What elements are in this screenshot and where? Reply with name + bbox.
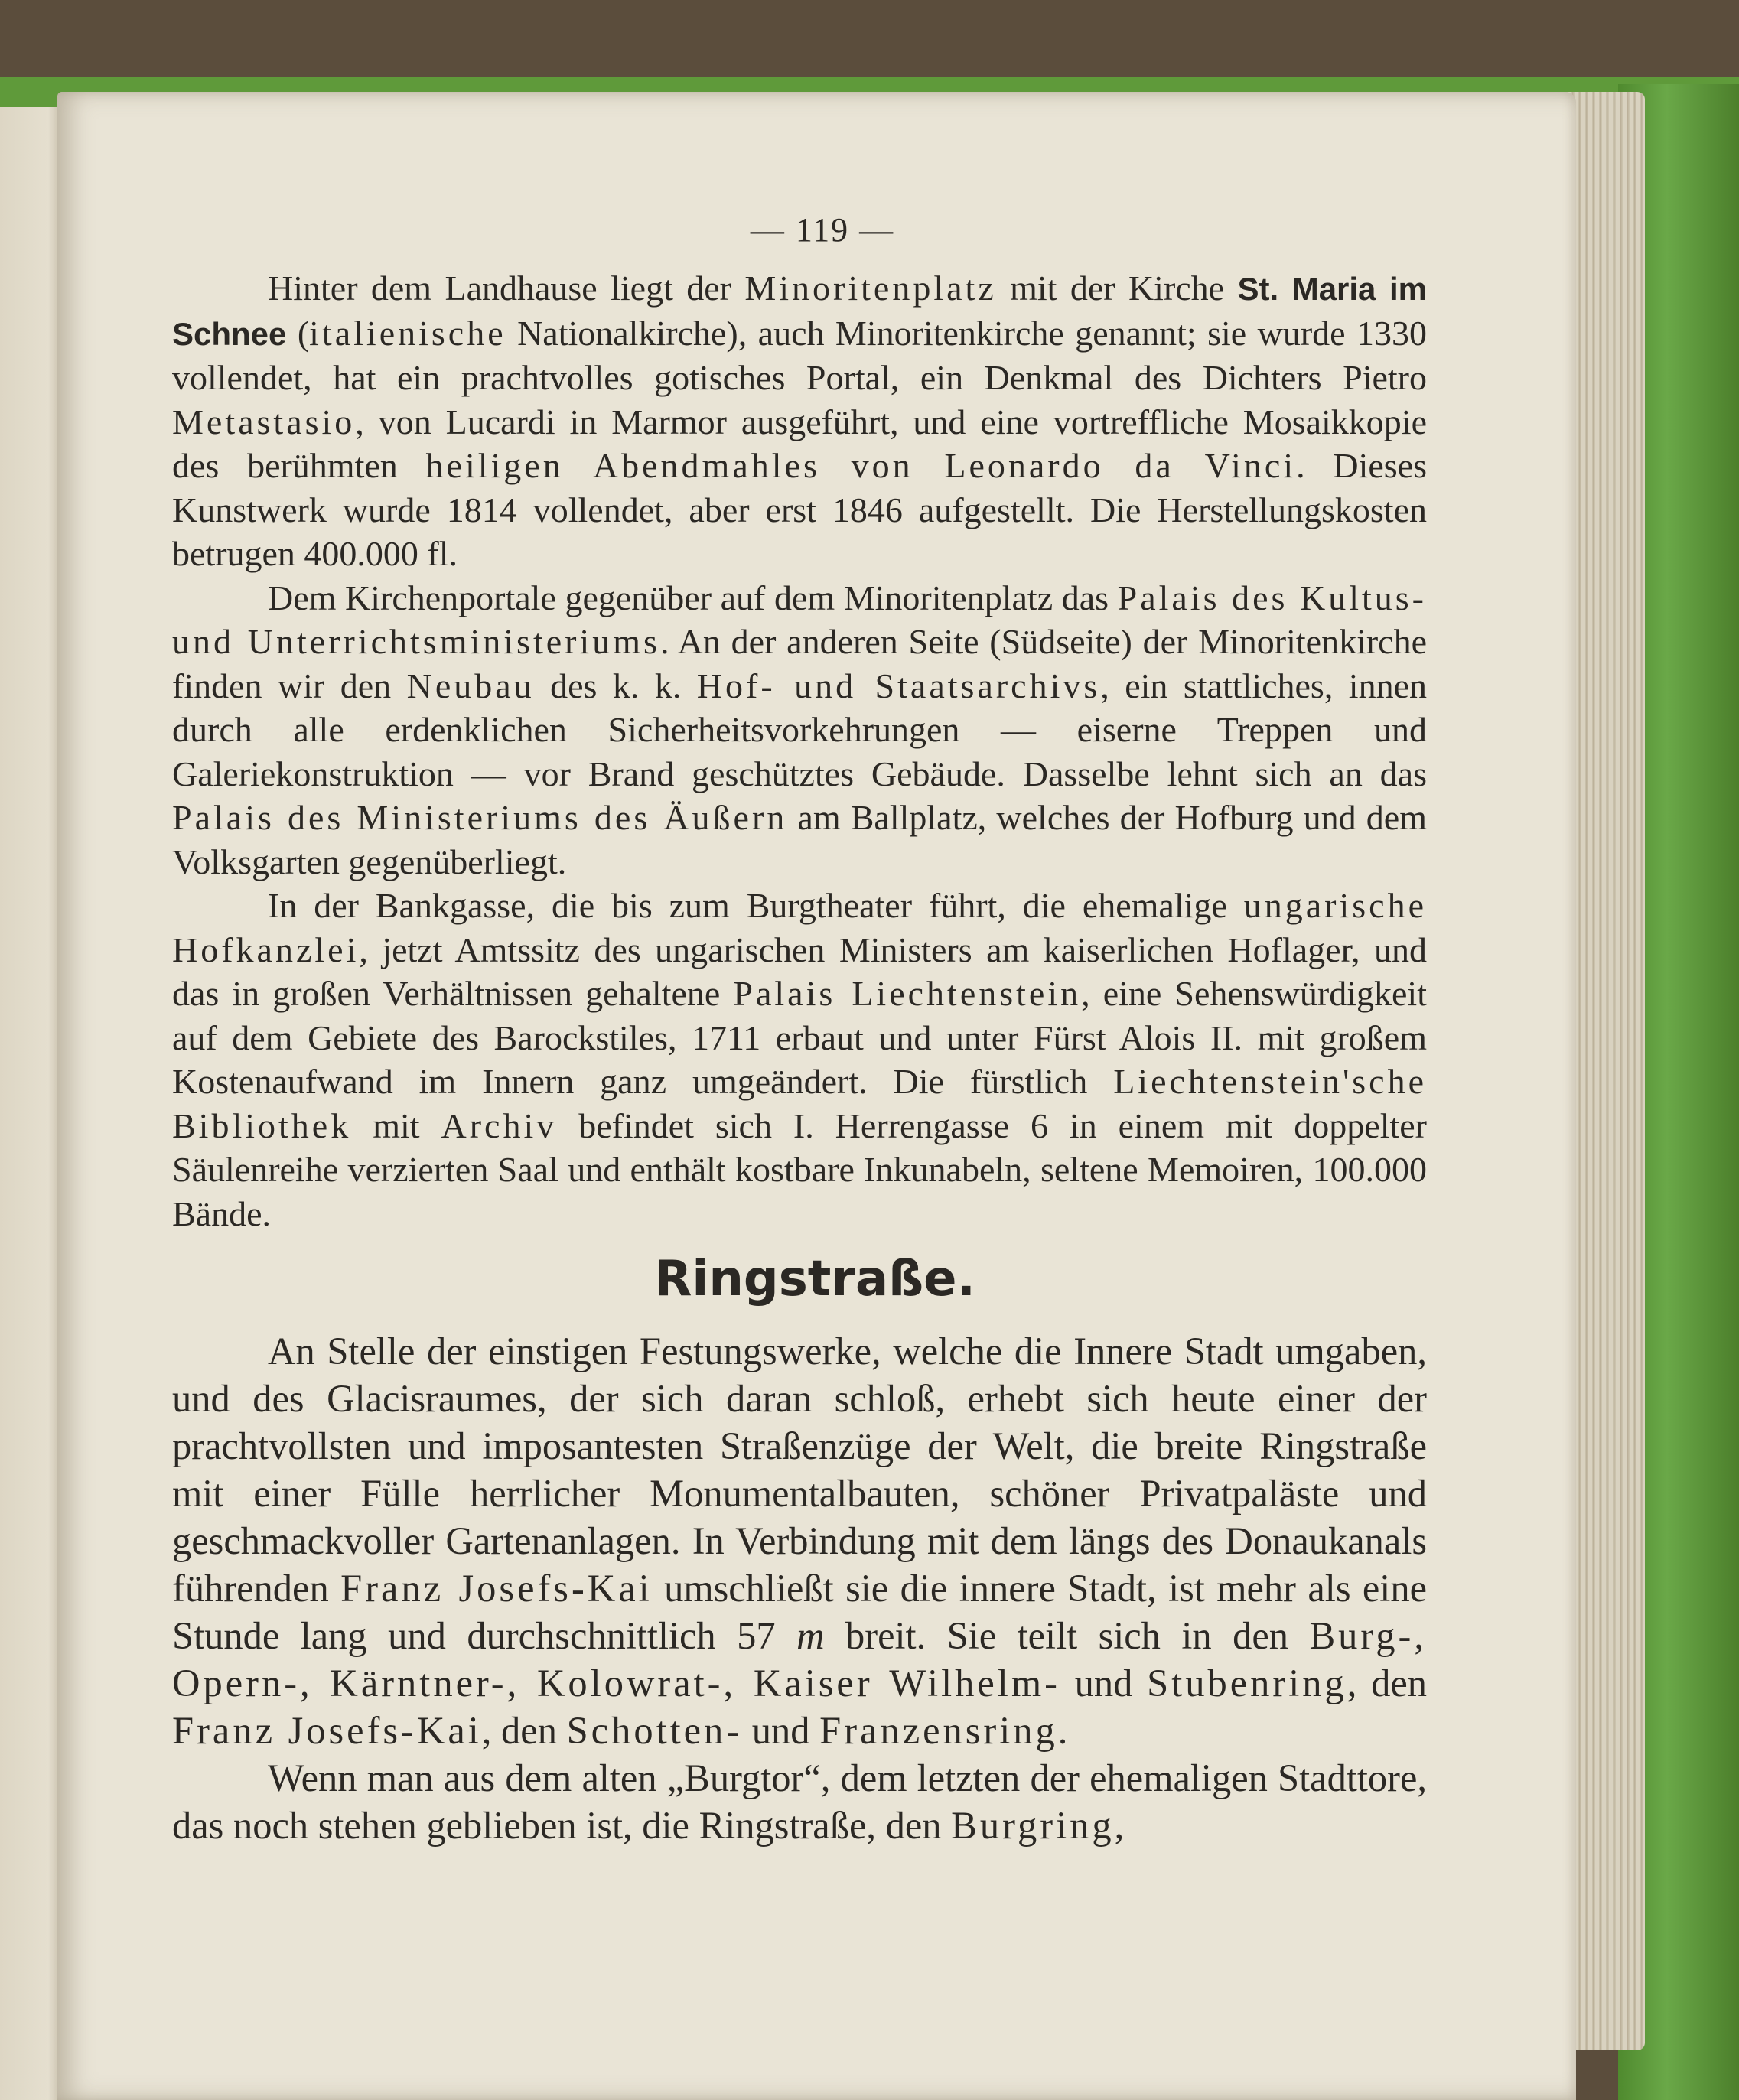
paragraph-burgtor: Wenn man aus dem alten „Burgtor“, dem letzten der ehemaligen Stadttore, das noch stehen geblieben ist, die Ringstraße, den Burgring, <box>172 1757 1427 1847</box>
section-heading: Ringstraße. <box>654 1251 975 1307</box>
paragraph-ringstrasse: An Stelle der einstigen Festungswerke, welche die Innere Stadt umgaben, und des Glacisraumes, der sich daran schloß, erhebt sich heute einer der prachtvollsten und imposantesten Straßenzüge der Welt, die breite Ringstraße mit einer Fülle herrlicher Monumentalbauten, schöner Privatpaläste und geschmackvoller Gartenanlagen. In Verbindung mit dem längs des Donaukanals führenden Franz Josefs-Kai umschließt sie die innere Stadt, ist mehr als eine Stunde lang und durchschnittlich 57 m breit. Sie teilt sich in den Burg-, Opern-, Kärntner-, Kolowrat-, Kaiser Wilhelm- und Stubenring, den Franz Josefs-Kai, den Schotten- und Franzensring. <box>172 1330 1427 1752</box>
paragraph-minoritenplatz: Hinter dem Landhause liegt der Minoritenplatz mit der Kirche St. Maria im Schnee (italienische Nationalkirche), auch Minoritenkirche genannt; sie wurde 1330 vollendet, hat ein prachtvolles gotisches Portal, ein Denkmal des Dichters Pietro Metastasio, von Lucardi in Marmor ausgeführt, und eine vortreffliche Mosaikkopie des berühmten heiligen Abendmahles von Leonardo da Vinci. Dieses Kunstwerk wurde 1814 vollendet, aber erst 1846 aufgestellt. Die Herstellungskosten betrugen 400.000 fl. <box>172 269 1428 573</box>
page-number: — 119 — <box>750 211 895 249</box>
book-page <box>57 92 1576 2100</box>
paragraph-kultusministerium: Dem Kirchenportale gegenüber auf dem Minoritenplatz das Palais des Kultus- und Unterrichtsministeriums. An der anderen Seite (Südseite) der Minoritenkirche finden wir den Neubau des k. k. Hof- und Staatsarchivs, ein stattliches, innen durch alle erdenklichen Sicherheitsvorkehrungen — eiserne Treppen und Galeriekonstruktion — vor Brand geschütztes Gebäude. Dasselbe lehnt sich an das Palais des Ministeriums des Äußern am Ballplatz, welches der Hofburg und dem Volksgarten gegenüberliegt. <box>172 578 1428 881</box>
text-block <box>172 210 1427 1849</box>
paragraph-bankgasse: In der Bankgasse, die bis zum Burgtheater führt, die ehemalige ungarische Hofkanzlei, jetzt Amtssitz des ungarischen Ministers am kaiserlichen Hoflager, und das in großen Verhältnissen gehaltene Palais Liechtenstein, eine Sehenswürdigkeit auf dem Gebiete des Barockstiles, 1711 erbaut und unter Fürst Alois II. mit großem Kostenaufwand im Innern ganz umgeändert. Die fürstlich Liechtenstein'sche Bibliothek mit Archiv befindet sich I. Herrengasse 6 in einem mit doppelter Säulenreihe verzierten Saal und enthält kostbare Inkunabeln, seltene Memoiren, 100.000 Bände. <box>172 886 1427 1233</box>
